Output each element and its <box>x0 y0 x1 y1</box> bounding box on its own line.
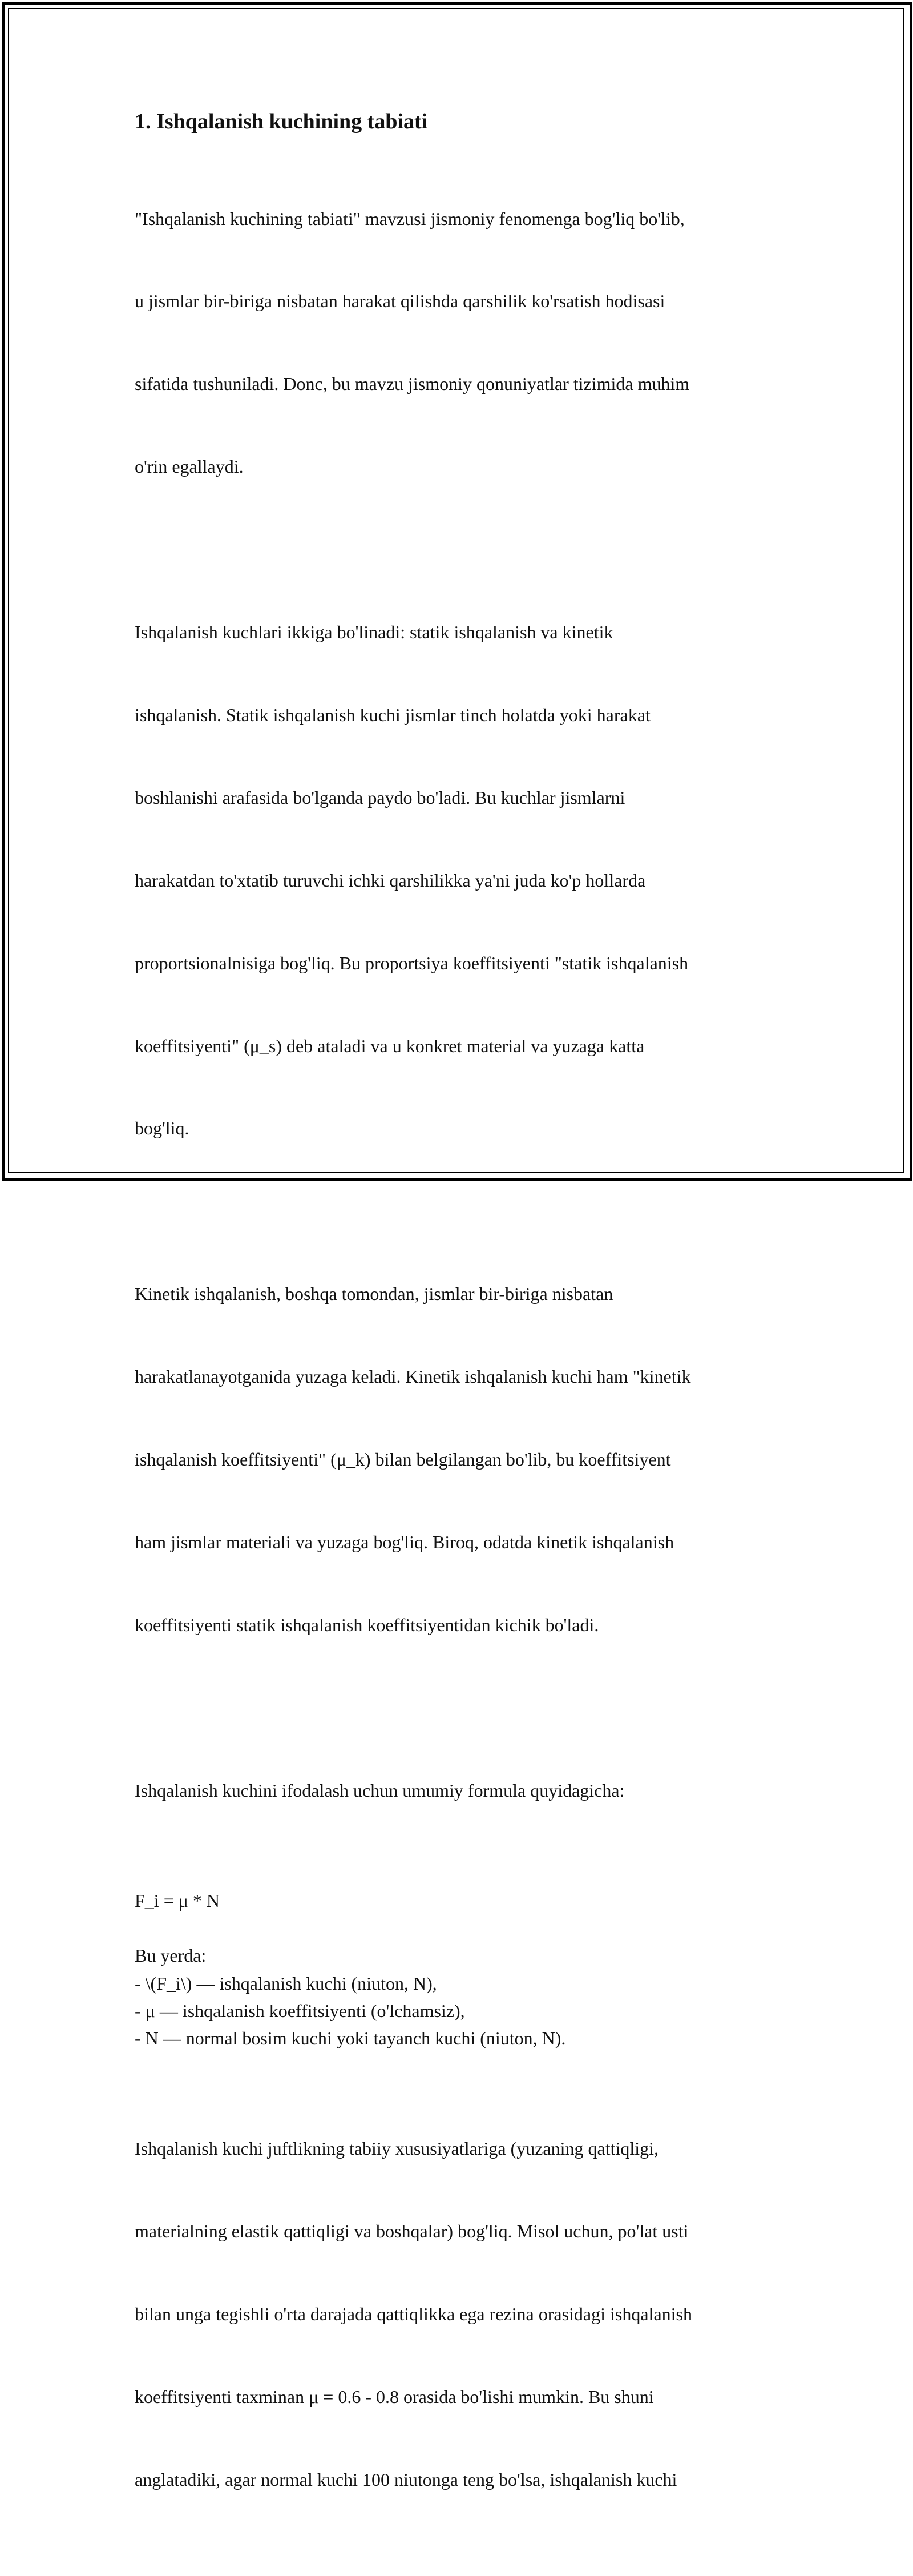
paragraph-kinetic-friction <box>135 1225 785 1694</box>
text-line: koeffitsiyenti taxminan μ = 0.6 - 0.8 orasida bo'lishi mumkin. Bu shuni <box>135 2386 654 2408</box>
text-line: ham jismlar materiali va yuzaga bog'liq. Biroq, odatda kinetik ishqalanish <box>135 1531 674 1552</box>
text-line: proportsionalnisiga bog'liq. Bu proportsiya koeffitsiyenti "statik ishqalanish <box>135 952 689 973</box>
friction-formula: F_i = μ * N <box>135 1890 220 1911</box>
text-line: Ishqalanish kuchi juftlikning tabiiy xususiyatlariga (yuzaning qattiqligi, <box>135 2138 659 2159</box>
paragraph-static-friction <box>135 563 785 1197</box>
section-heading: 1. Ishqalanish kuchining tabiati <box>135 110 428 134</box>
definition-item: - μ — ishqalanish koeffitsiyenti (o'lchamsiz), <box>135 2000 465 2021</box>
text-line: anglatadiki, agar normal kuchi 100 niutonga teng bo'lsa, ishqalanish kuchi <box>135 2469 677 2490</box>
text-line: sifatida tushuniladi. Donc, bu mavzu jismoniy qonuniyatlar tizimida muhim <box>135 373 690 395</box>
text-line: Kinetik ishqalanish, boshqa tomondan, jismlar bir-biriga nisbatan <box>135 1283 613 1305</box>
text-line: o'rin egallaydi. <box>135 456 244 477</box>
document-body <box>135 104 785 2576</box>
paragraph-intro <box>135 150 785 536</box>
text-line: koeffitsiyenti statik ishqalanish koeffitsiyentidan kichik bo'ladi. <box>135 1614 599 1635</box>
text-line: materialning elastik qattiqligi va boshqalar) bog'liq. Misol uchun, po'lat usti <box>135 2221 689 2242</box>
text-line: bilan unga tegishli o'rta darajada qattiqlikka ega rezina orasidagi ishqalanish <box>135 2304 692 2325</box>
text-line: bog'liq. <box>135 1118 189 1139</box>
paragraph-formula-intro <box>135 1721 785 1859</box>
text-line: ishqalanish koeffitsiyenti" (μ_k) bilan belgilangan bo'lib, bu koeffitsiyent <box>135 1448 671 1470</box>
text-line: "Ishqalanish kuchining tabiati" mavzusi jismoniy fenomenga bog'liq bo'lib, <box>135 208 685 229</box>
text-line: harakatlanayotganida yuzaga keladi. Kinetik ishqalanish kuchi ham "kinetik <box>135 1366 691 1387</box>
text-line: ishqalanish. Statik ishqalanish kuchi jismlar tinch holatda yoki harakat <box>135 704 651 725</box>
definitions-list <box>135 1942 785 2052</box>
text-line: harakatdan to'xtatib turuvchi ichki qarshilikka ya'ni juda ko'p hollarda <box>135 870 646 891</box>
definition-item: - \(F_i\) — ishqalanish kuchi (niuton, N), <box>135 1973 437 1994</box>
definition-item: - N — normal bosim kuchi yoki tayanch kuchi (niuton, N). <box>135 2028 566 2049</box>
paragraph-closing <box>135 2080 785 2549</box>
text-line: Ishqalanish kuchini ifodalash uchun umumiy formula quyidagicha: <box>135 1780 625 1801</box>
definitions-intro: Bu yerda: <box>135 1945 207 1966</box>
text-line: koeffitsiyenti" (μ_s) deb ataladi va u konkret material va yuzaga katta <box>135 1035 645 1056</box>
text-line: boshlanishi arafasida bo'lganda paydo bo'ladi. Bu kuchlar jismlarni <box>135 787 625 808</box>
text-line: Ishqalanish kuchlari ikkiga bo'linadi: statik ishqalanish va kinetik <box>135 622 613 643</box>
text-line: u jismlar bir-biriga nisbatan harakat qilishda qarshilik ko'rsatish hodisasi <box>135 291 665 312</box>
